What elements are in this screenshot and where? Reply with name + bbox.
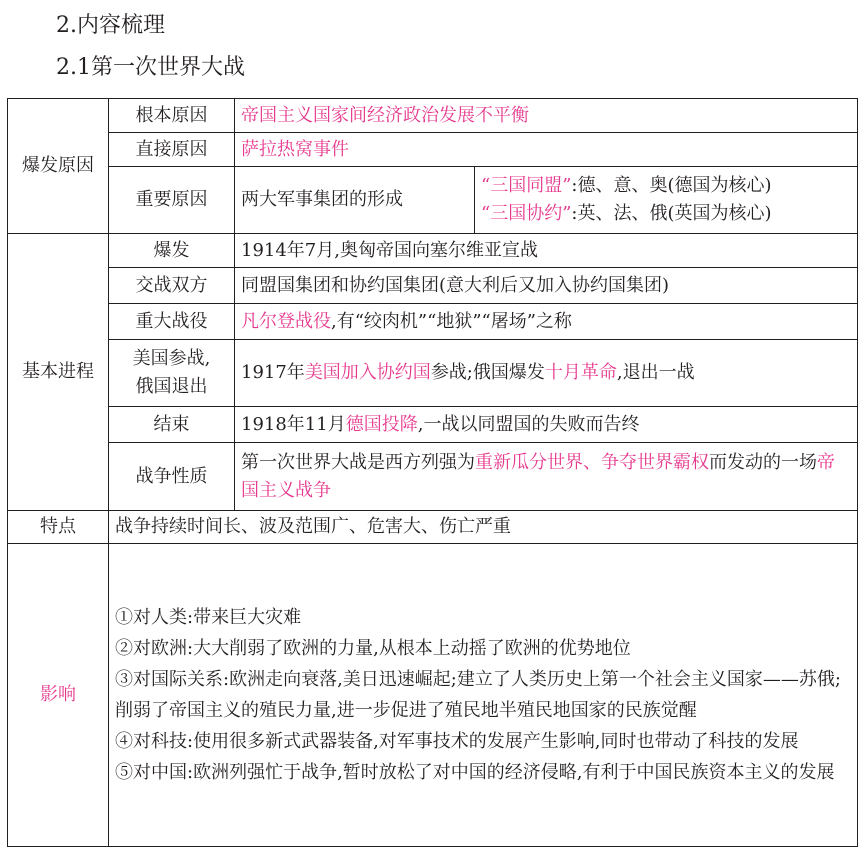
impact-text (109, 544, 858, 847)
impact-item: ③对国际关系:欧洲走向衰落,美日迅速崛起;建立了人类历史上第一个社会主义国家——苏俄;削弱了帝国主义的殖民力量,进一步促进了殖民地半殖民地国家的民族觉醒 (115, 669, 841, 721)
us-text-2: 参战;俄国爆发 (430, 362, 545, 383)
germany-surrender: 德国投降 (345, 413, 418, 435)
triple-entente (481, 200, 851, 228)
battle-desc: ,有“绞肉机”“地狱”“屠场”之称 (331, 310, 572, 332)
sides-text: 同盟国集团和协约国集团(意大利后又加入协约国集团) (235, 268, 858, 304)
end-date: 1918年11月 (241, 413, 346, 435)
root-cause-label: 根本原因 (109, 99, 235, 133)
triple-alliance (481, 172, 851, 200)
us-text-3: ,退出一战 (616, 362, 695, 383)
nature-t2: 而发动的一场 (709, 451, 817, 473)
october-revolution: 十月革命 (544, 362, 617, 383)
triple-entente-name: “三国协约” (481, 203, 572, 224)
features-text: 战争持续时间长、波及范围广、危害大、伤亡严重 (109, 511, 858, 544)
nature-text (235, 443, 858, 511)
section-heading: 2.内容梳理 (56, 13, 165, 38)
direct-cause-text: 萨拉热窝事件 (235, 133, 858, 167)
triple-entente-members: :英、法、俄(英国为核心) (571, 203, 772, 224)
end-desc: ,一战以同盟国的失败而告终 (417, 413, 640, 435)
nature-hl1: 重新瓜分世界、争夺世界霸权 (475, 451, 709, 473)
us-joins: 美国加入协约国 (304, 362, 431, 383)
process-label: 基本进程 (8, 234, 109, 511)
important-cause-label: 重要原因 (109, 167, 235, 234)
end-label: 结束 (109, 407, 235, 443)
alliances-cell (475, 167, 858, 234)
features-label: 特点 (8, 511, 109, 544)
battle-name: 凡尔登战役 (241, 310, 331, 332)
impact-item: ⑤对中国:欧洲列强忙于战争,暂时放松了对中国的经济侵略,有利于中国民族资本主义的发展 (115, 762, 835, 783)
impact-label: 影响 (8, 544, 109, 847)
outbreak-label: 爆发 (109, 234, 235, 268)
impact-item: ④对科技:使用很多新式武器装备,对军事技术的发展产生影响,同时也带动了科技的发展 (115, 731, 799, 752)
nature-t1: 第一次世界大战是西方列强为 (241, 451, 475, 473)
impact-item: ①对人类:带来巨大灾难 (115, 607, 302, 628)
direct-cause-label: 直接原因 (109, 133, 235, 167)
end-text (235, 407, 858, 443)
us-russia-label (109, 340, 235, 407)
subsection-heading: 2.1第一次世界大战 (56, 55, 245, 80)
russia-label: 俄国退出 (135, 376, 208, 397)
us-year: 1917年 (241, 362, 305, 383)
battle-label: 重大战役 (109, 304, 235, 340)
impact-item: ②对欧洲:大大削弱了欧洲的力量,从根本上动摇了欧洲的优势地位 (115, 638, 631, 659)
nature-hl2: 帝国主义战争 (241, 451, 835, 501)
triple-alliance-name: “三国同盟” (481, 175, 572, 196)
root-cause-text: 帝国主义国家间经济政治发展不平衡 (235, 99, 858, 133)
important-cause-text: 两大军事集团的形成 (235, 167, 475, 234)
us-russia-text (235, 340, 858, 407)
outbreak-text: 1914年7月,奥匈帝国向塞尔维亚宣战 (235, 234, 858, 268)
us-label: 美国参战, (132, 348, 211, 369)
causes-label: 爆发原因 (8, 99, 109, 234)
summary-table (7, 98, 858, 847)
sides-label: 交战双方 (109, 268, 235, 304)
battle-text (235, 304, 858, 340)
nature-label: 战争性质 (109, 443, 235, 511)
triple-alliance-members: :德、意、奥(德国为核心) (571, 175, 772, 196)
